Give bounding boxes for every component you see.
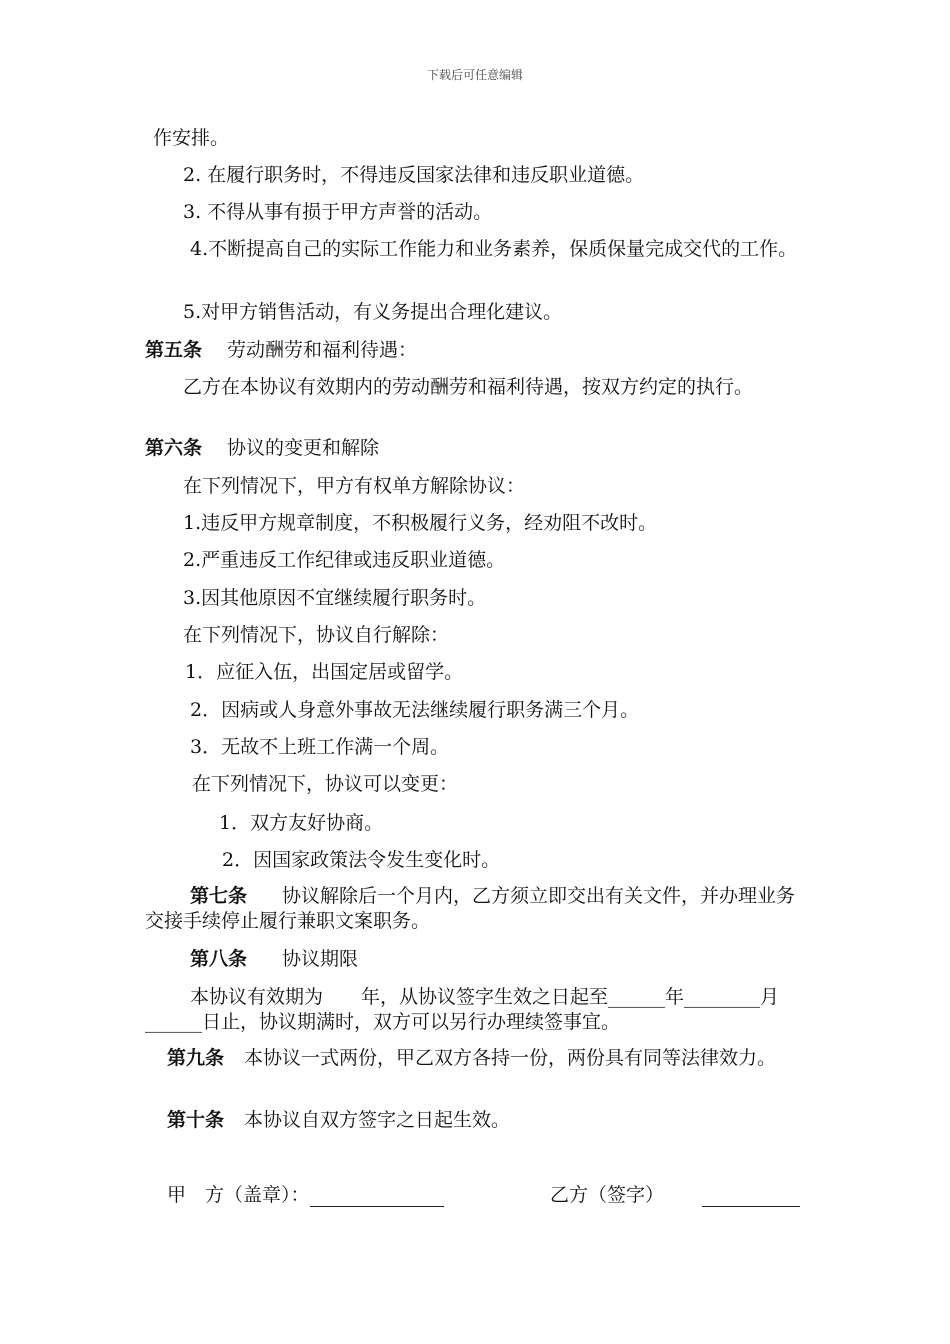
party-b-label: 乙方（签字） <box>550 1184 665 1206</box>
article-7-text: 协议解除后一个月内，乙方须立即交出有关文件，并办理业务交接手续停止履行兼职文案职务。 <box>145 885 796 932</box>
article-8-title: 第八条 <box>190 948 248 970</box>
paragraph: 在下列情况下，协议可以变更： <box>192 773 459 795</box>
article-7 <box>145 884 807 934</box>
article-8-text: 协议期限 <box>282 948 359 970</box>
paragraph: 乙方在本协议有效期内的劳动酬劳和福利待遇，按双方约定的执行。 <box>183 376 754 398</box>
party-b-signature <box>550 1183 800 1207</box>
paragraph: 1．双方友好协商。 <box>219 812 384 834</box>
paragraph: 5.对甲方销售活动，有义务提出合理化建议。 <box>183 301 563 323</box>
article-5-title: 第五条 <box>145 339 203 361</box>
article-10 <box>167 1108 510 1132</box>
paragraph: 2.严重违反工作纪律或违反职业道德。 <box>183 549 506 571</box>
paragraph: 2．因国家政策法令发生变化时。 <box>222 849 501 871</box>
article-9 <box>145 1046 807 1071</box>
paragraph: 3．无故不上班工作满一个周。 <box>190 736 450 758</box>
article-10-text: 本协议自双方签字之日起生效。 <box>244 1109 511 1131</box>
article-10-title: 第十条 <box>167 1109 225 1131</box>
party-a-signature <box>167 1183 444 1207</box>
paragraph: 3. 不得从事有损于甲方声誉的活动。 <box>183 201 493 223</box>
paragraph: 2．因病或人身意外事故无法继续履行职务满三个月。 <box>190 699 640 721</box>
article-7-title: 第七条 <box>190 885 248 907</box>
party-a-signature-line[interactable] <box>310 1186 444 1207</box>
paragraph: 在下列情况下，甲方有权单方解除协议： <box>183 475 526 497</box>
article-6-heading <box>145 436 379 460</box>
paragraph: 作安排。 <box>153 127 230 149</box>
paragraph: 在下列情况下，协议自行解除： <box>183 624 450 646</box>
article-6-title: 第六条 <box>145 437 203 459</box>
article-8-heading <box>190 947 358 971</box>
paragraph: 2. 在履行职务时，不得违反国家法律和违反职业道德。 <box>183 164 645 186</box>
paragraph: 1．应征入伍，出国定居或留学。 <box>185 661 464 683</box>
paragraph: 本协议有效期为 年，从协议签字生效之日起至______年________月______日止，协议期满时，双方可以另行办理续签事宜。 <box>145 986 780 1033</box>
article-9-title: 第九条 <box>167 1047 225 1069</box>
article-5-heading <box>145 338 417 362</box>
page-header: 下载后可任意编辑 <box>426 68 523 82</box>
paragraph: 4.不断提高自己的实际工作能力和业务素养，保质保量完成交代的工作。 <box>190 238 798 260</box>
party-a-label: 甲 方（盖章）： <box>167 1184 310 1206</box>
party-b-signature-line[interactable] <box>702 1186 800 1207</box>
paragraph: 3.因其他原因不宜继续履行职务时。 <box>183 587 487 609</box>
article-5-text: 劳动酬劳和福利待遇： <box>227 339 418 361</box>
article-9-text: 本协议一式两份，甲乙双方各持一份，两份具有同等法律效力。 <box>244 1047 777 1069</box>
article-6-text: 协议的变更和解除 <box>227 437 380 459</box>
paragraph: 1.违反甲方规章制度，不积极履行义务，经劝阻不改时。 <box>183 512 658 534</box>
